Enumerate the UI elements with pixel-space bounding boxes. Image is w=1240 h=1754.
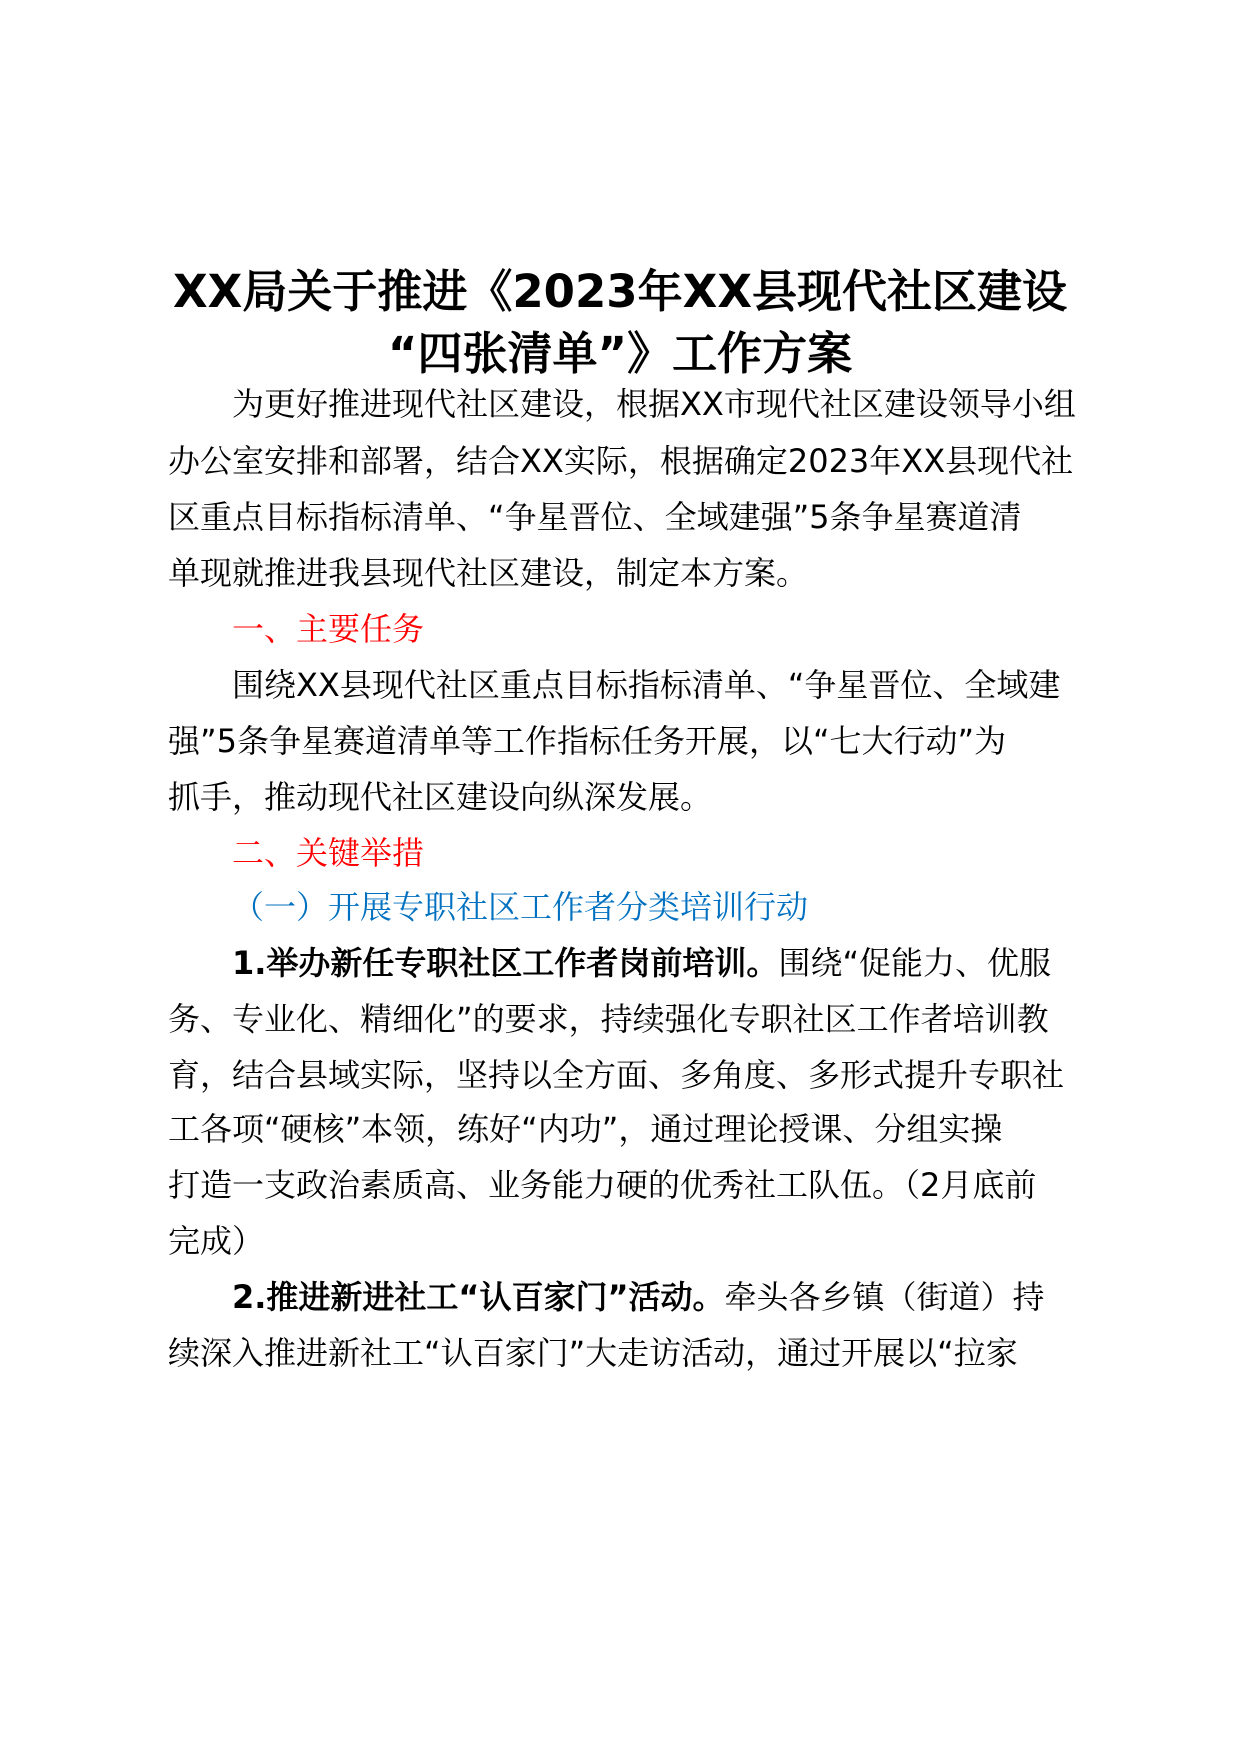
- item1-paragraph-line: 完成）: [168, 1222, 265, 1260]
- item1-paragraph-line: 工各项“硬核”本领，练好“内功”，通过理论授课、分组实操: [168, 1110, 1003, 1148]
- section1-paragraph-line: 强”5条争星赛道清单等工作指标任务开展，以“七大行动”为: [168, 722, 1007, 760]
- item2-paragraph-line: 续深入推进新社工“认百家门”大走访活动，通过开展以“拉家: [168, 1334, 1018, 1372]
- item1-paragraph-line: 育，结合县域实际，坚持以全方面、多角度、多形式提升专职社: [168, 1056, 1065, 1094]
- intro-paragraph-line: 区重点目标指标清单、“争星晋位、全域建强”5条争星赛道清: [168, 498, 1022, 536]
- intro-paragraph-line: 单现就推进我县现代社区建设，制定本方案。: [168, 554, 809, 592]
- item2-first-line: [232, 1266, 1112, 1328]
- section-heading-main-tasks: 一、主要任务: [232, 610, 425, 648]
- section1-paragraph-line: 抓手，推动现代社区建设向纵深发展。: [168, 778, 713, 816]
- section-heading-key-measures: 二、关键举措: [232, 834, 425, 872]
- document-title-line-2: “四张清单”》工作方案: [387, 327, 853, 380]
- intro-paragraph-line: 为更好推进现代社区建设，根据XX市现代社区建设领导小组: [232, 385, 1076, 423]
- item2-bold-lead: 2.推进新进社工“认百家门”活动。: [232, 1278, 725, 1316]
- section1-paragraph-line: 围绕XX县现代社区重点目标指标清单、“争星晋位、全域建: [232, 666, 1061, 704]
- item1-paragraph-line: 务、专业化、精细化”的要求，持续强化专职社区工作者培训教: [168, 1000, 1049, 1038]
- item1-bold-lead: 1.举办新任专职社区工作者岗前培训。: [232, 944, 779, 982]
- intro-paragraph-line: 办公室安排和部署，结合XX实际，根据确定2023年XX县现代社: [168, 442, 1074, 480]
- document-title-line-1: XX局关于推进《2023年XX县现代社区建设: [172, 265, 1068, 318]
- item2-first-rest: 牵头各乡镇（街道）持: [724, 1278, 1045, 1316]
- item1-paragraph-line: 打造一支政治素质高、业务能力硬的优秀社工队伍。（2月底前: [168, 1166, 1037, 1204]
- item1-first-line: [232, 932, 1112, 994]
- item1-first-rest: 围绕“促能力、优服: [778, 944, 1052, 982]
- subsection-heading-training: （一）开展专职社区工作者分类培训行动: [232, 888, 809, 926]
